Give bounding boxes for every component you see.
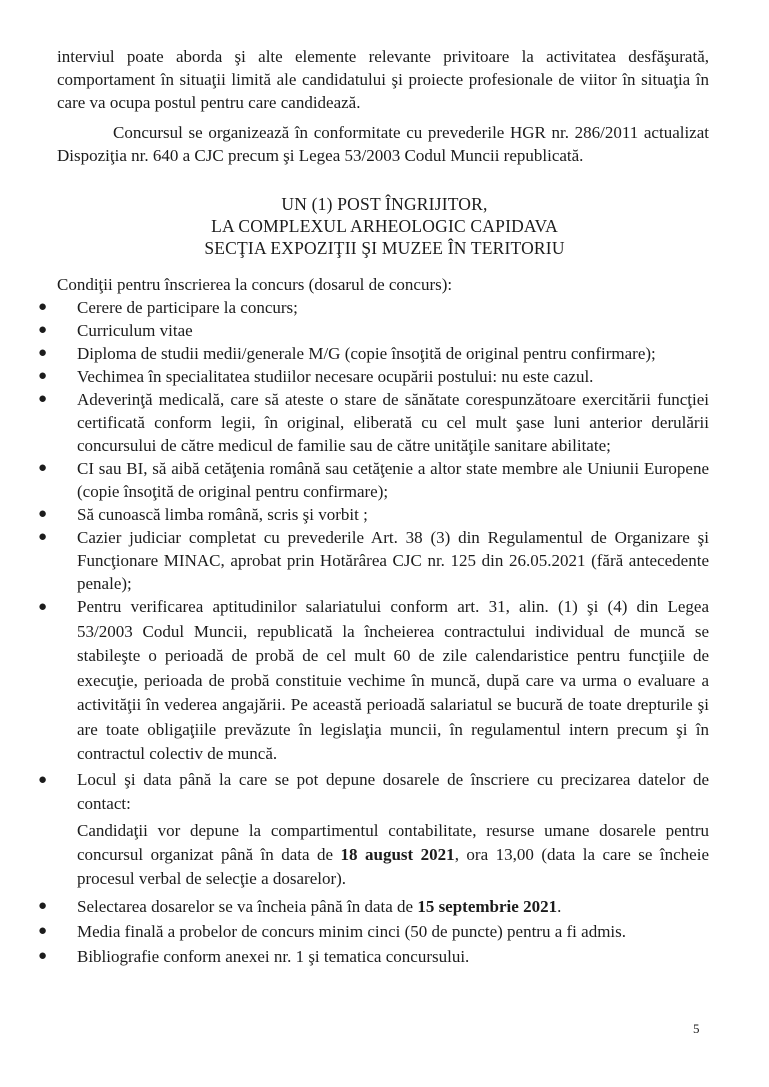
bullet-icon: ● <box>38 506 48 522</box>
post-title: UN (1) POST ÎNGRIJITOR, <box>281 194 488 214</box>
bullet-icon: ● <box>38 345 48 361</box>
bullet-icon: ● <box>38 772 48 788</box>
bullet-icon: ● <box>38 948 48 964</box>
list-item: ● Locul şi data până la care se pot depune dosarele de înscriere cu precizarea datelor de contact: Candidaţii vor depune la compartimentul contabilitate, resurse umane dosarele pentru concursul organizat până în data de 18 august 2021, ora 13,00 (data la care se încheie procesul verbal de selecţie a dosarelor). <box>57 768 709 891</box>
bullet-icon: ● <box>38 391 48 407</box>
bullet-icon: ● <box>38 299 48 315</box>
bullet-icon: ● <box>38 460 48 476</box>
post-location: LA COMPLEXUL ARHEOLOGIC CAPIDAVA <box>211 216 558 236</box>
bullet-icon: ● <box>38 529 48 545</box>
post-section: SECŢIA EXPOZIŢII ŞI MUZEE ÎN TERITORIU <box>204 238 565 258</box>
submission-deadline: 18 august 2021 <box>340 845 455 864</box>
bullet-icon: ● <box>38 923 48 939</box>
intro-paragraph: interviul poate aborda şi alte elemente relevante privitoare la activitatea desfăşurată, comportament în situaţii limită ale candidatului şi proiecte profesionale de viitor în situaţia în care va ocupa postul pentru care candidează. <box>57 47 709 112</box>
bullet-icon: ● <box>38 599 48 615</box>
page-number: 5 <box>693 1021 700 1036</box>
legal-basis-paragraph: Concursul se organizează în conformitate cu prevederile HGR nr. 286/2011 actualizat Dispoziţia nr. 640 a CJC precum şi Legea 53/2003 Codul Muncii republicată. <box>57 123 709 165</box>
list-item: ● Pentru verificarea aptitudinilor salariatului conform art. 31, alin. (1) şi (4) din Legea 53/2003 Codul Muncii, republicată la încheierea contractului individual de muncă se stabileşte o perioadă de probă de cel mult 60 de zile calendaristice pentru funcţiile de execuţie, perioada de probă constituie vechime în muncă, după care va urma o evaluare a activităţii în vederea angajării. Pe această perioadă salariatul se bucură de toate drepturile şi are toate obligaţiile prevăzute în legislaţia muncii, în regulamentul intern precum şi în contractul colectiv de muncă. <box>38 597 709 763</box>
list-item: ● Media finală a probelor de concurs minim cinci (50 de puncte) pentru a fi admis. <box>57 919 709 944</box>
list-item: ● Cerere de participare la concurs; <box>38 298 298 317</box>
list-item: ● Curriculum vitae <box>38 321 193 340</box>
list-item: ● Vechimea în specialitatea studiilor necesare ocupării postului: nu este cazul. <box>38 367 594 386</box>
list-item: ● Cazier judiciar completat cu prevederile Art. 38 (3) din Regulamentul de Organizare şi Funcţionare MINAC, aprobat prin Hotărârea CJC nr. 125 din 26.05.2021 (fără antecedente penale); <box>38 528 709 593</box>
list-item: ● Să cunoască limba română, scris şi vorbit ; <box>38 505 368 524</box>
conditions-heading: Condiţii pentru înscrierea la concurs (dosarul de concurs): <box>57 275 453 294</box>
list-item: ● Selectarea dosarelor se va încheia până în data de 15 septembrie 2021. <box>57 894 709 919</box>
list-item: ● Adeverinţă medicală, care să ateste o stare de sănătate corespunzătoare exercitării funcţiei certificată conform legii, în original, eliberată cu cel mult şase luni anterior derulării concursului de către medicul de familie sau de către unităţile sanitare abilitate; <box>38 390 709 455</box>
bullet-icon: ● <box>38 322 48 338</box>
list-item: ● CI sau BI, să aibă cetăţenia română sau cetăţenie a altor state membre ale Uniunii Europene (copie însoţită de original pentru confirmare); <box>38 459 709 501</box>
selection-deadline: 15 septembrie 2021 <box>417 897 558 916</box>
submission-details: Candidaţii vor depune la compartimentul contabilitate, resurse umane dosarele pentru concursul organizat până în data de 18 august 2021, ora 13,00 (data la care se încheie procesul verbal de selecţie a dosarelor). <box>77 821 709 888</box>
bullet-icon: ● <box>38 898 48 914</box>
conditions-list <box>38 296 709 767</box>
list-item: ● Bibliografie conform anexei nr. 1 şi tematica concursului. <box>57 944 709 969</box>
list-item: ● Diploma de studii medii/generale M/G (copie însoţită de original pentru confirmare); <box>38 344 656 363</box>
bullet-icon: ● <box>38 368 48 384</box>
deadlines-list <box>38 768 709 969</box>
